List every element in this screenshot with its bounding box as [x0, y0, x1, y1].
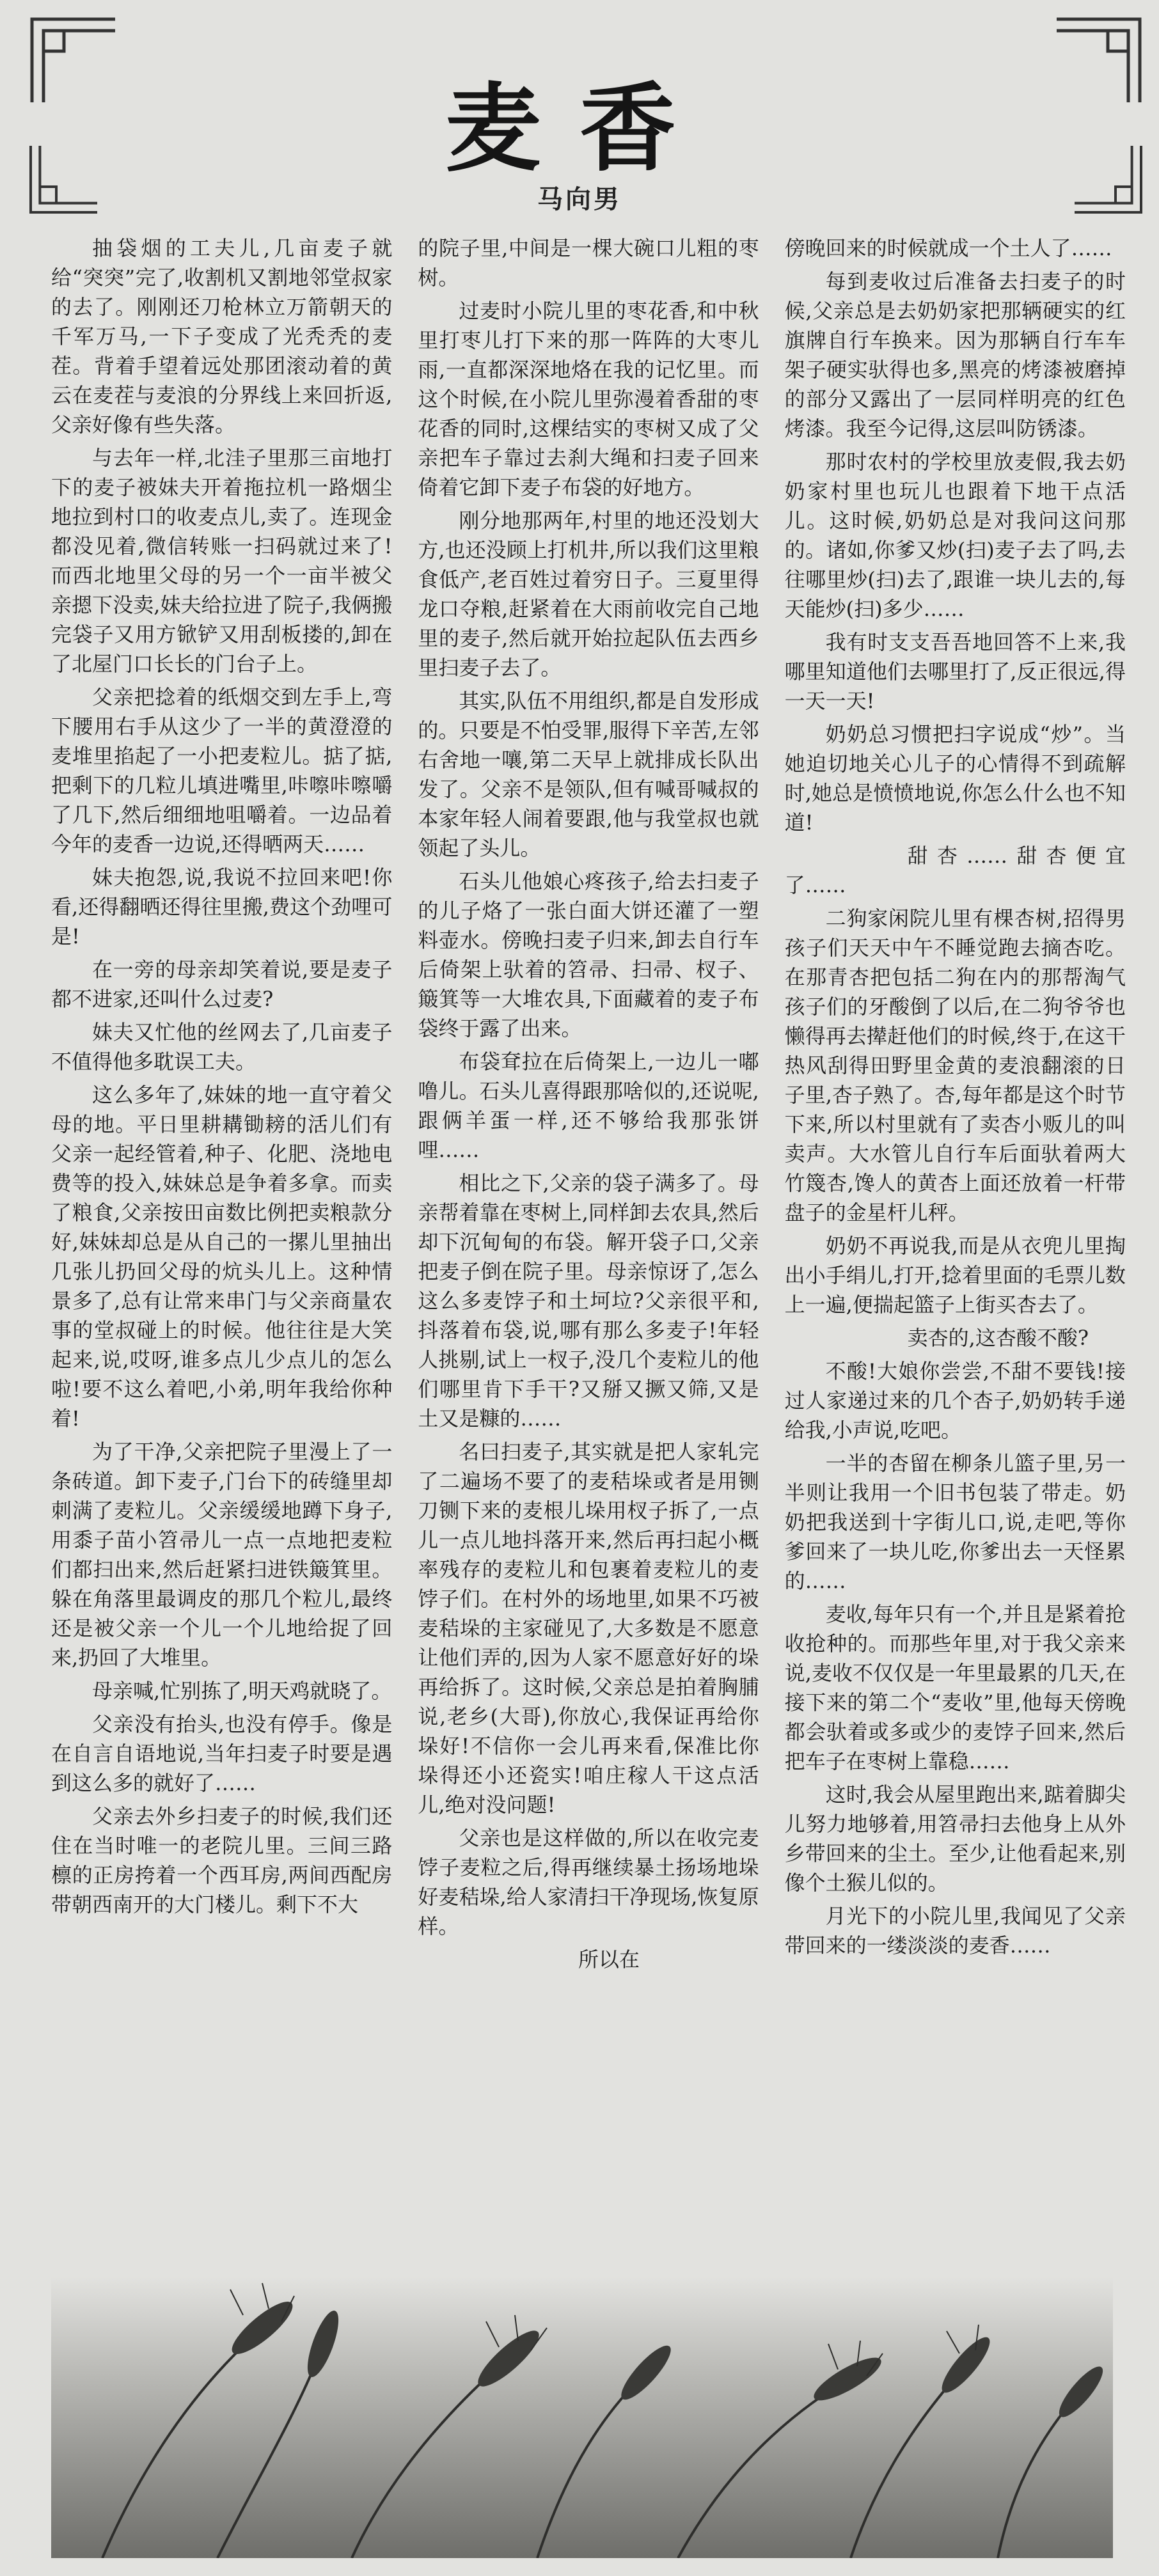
paragraph: 妹夫抱怨,说,我说不拉回来吧!你看,还得翻晒还得往里搬,费这个劲哩可是!	[51, 865, 393, 948]
article-author: 马向男	[537, 184, 622, 214]
wheat-illustration	[51, 2277, 1113, 2558]
paragraph: 石头儿他娘心疼孩子,给去扫麦子的儿子烙了一张白面大饼还灌了一塑料壶水。傍晚扫麦子归来,卸去自行车后倚架上驮着的笤帚、扫帚、杈子、簸箕等一大堆农具,下面藏着的麦子布袋终于露了出来。	[418, 869, 759, 1041]
paragraph: 其实,队伍不用组织,都是自发形成的。只要是不怕受罪,服得下辛苦,左邻右舍地一嚷,第二天早上就排成长队出发了。父亲不是领队,但有喊哥喊叔的本家年轻人闹着要跟,他与我堂叔也就领起了头儿。	[418, 689, 759, 860]
paragraph: 麦收,每年只有一个,并且是紧着抢收抢种的。而那些年里,对于我父亲来说,麦收不仅仅是一年里最累的几天,在接下来的第二个“麦收”里,他每天傍晚都会驮着或多或少的麦饽子回来,然后把车子在枣树上靠稳……	[784, 1602, 1126, 1773]
paragraph: 奶奶不再说我,而是从衣兜儿里掏出小手绢儿,打开,捻着里面的毛票儿数上一遍,便揣起篮子上街买杏去了。	[784, 1234, 1126, 1317]
paragraph: 所以在	[578, 1947, 640, 1972]
paragraph: 我有时支支吾吾地回答不上来,我哪里知道他们去哪里打了,反正很远,得一天一天!	[784, 630, 1126, 713]
paragraph: 刚分地那两年,村里的地还没划大方,也还没顾上打机井,所以我们这里粮食低产,老百姓过着穷日子。三夏里得龙口夺粮,赶紧着在大雨前收完自己地里的麦子,然后就开始拉起队伍去西乡里扫麦子去了。	[418, 508, 759, 680]
paragraph: 傍晚回来的时候就成一个土人了……	[784, 236, 1112, 260]
paragraph: 的院子里,中间是一棵大碗口儿粗的枣树。	[418, 236, 759, 290]
paragraph: 与去年一样,北洼子里那三亩地打下的麦子被妹夫开着拖拉机一路烟尘地拉到村口的收麦点儿,卖了。连现金都没见着,微信转账一扫码就过来了!而西北地里父母的另一个一亩半被父亲摁下没卖,妹夫给拉进了院子,我俩搬完袋子又用方锨铲又用刮板搂的,卸在了北屋门口长长的门台子上。	[51, 446, 393, 676]
paragraph: 那时农村的学校里放麦假,我去奶奶家村里也玩儿也跟着下地干点活儿。这时候,奶奶总是对我问这问那的。诸如,你爹又炒(扫)麦子去了吗,去往哪里炒(扫)去了,跟谁一块儿去的,每天能炒(扫)多少……	[784, 450, 1126, 621]
paragraph: 过麦时小院儿里的枣花香,和中秋里打枣儿打下来的那一阵阵的大枣儿雨,一直都深深地烙在我的记忆里。而这个时候,在小院儿里弥漫着香甜的枣花香的同时,这棵结实的枣树又成了父亲把车子靠过去刹大绳和扫麦子回来倚着它卸下麦子布袋的好地方。	[418, 299, 759, 499]
paragraph: 名曰扫麦子,其实就是把人家轧完了二遍场不要了的麦秸垛或者是用铡刀铡下来的麦根儿垛用杈子拆了,一点儿一点儿地抖落开来,然后再扫起小概率残存的麦粒儿和包裹着麦粒儿的麦饽子们。在村外的场地里,如果不巧被麦秸垛的主家碰见了,大多数是不愿意让他们弄的,因为人家不愿意好好的垛再给拆了。这时候,父亲总是拍着胸脯说,老乡(大哥),你放心,我保证再给你垛好!不信你一会儿再来看,保准比你垛得还小还瓷实!咱庄稼人干这点活儿,绝对没问题!	[418, 1440, 759, 1817]
paragraph: 父亲也是这样做的,所以在收完麦饽子麦粒之后,得再继续暴土扬场地垛好麦秸垛,给人家清扫干净现场,恢复原样。	[418, 1826, 759, 1938]
article-column-2	[418, 233, 759, 2280]
paragraph: 为了干净,父亲把院子里漫上了一条砖道。卸下麦子,门台下的砖缝里却刺满了麦粒儿。父亲缓缓地蹲下身子,用黍子苗小笤帚儿一点一点地把麦粒们都扫出来,然后赶紧扫进铁簸箕里。躲在角落里最调皮的那几个粒儿,最终还是被父亲一个儿一个儿地给捉了回来,扔回了大堆里。	[51, 1440, 393, 1670]
paragraph: 一半的杏留在柳条儿篮子里,另一半则让我用一个旧书包装了带走。奶奶把我送到十字街儿口,说,走吧,等你爹回来了一块儿吃,你爹出去一天怪累的……	[784, 1451, 1126, 1593]
paragraph: 妹夫又忙他的丝网去了,几亩麦子不值得他多耽误工夫。	[51, 1020, 393, 1074]
paragraph: 奶奶总习惯把扫字说成“炒”。当她迫切地关心儿子的心情得不到疏解时,她总是愤愤地说,你怎么什么也不知道!	[784, 722, 1126, 835]
paragraph: 母亲喊,忙别拣了,明天鸡就晓了。	[92, 1679, 392, 1703]
paragraph: 相比之下,父亲的袋子满多了。母亲帮着靠在枣树上,同样卸去农具,然后却下沉甸甸的布袋。解开袋子口,父亲把麦子倒在院子里。母亲惊讶了,怎么这么多麦饽子和土坷垃?父亲很平和,抖落着布袋,说,哪有那么多麦子!年轻人挑剔,试上一杈子,没几个麦粒儿的他们哪里肯下手干?又掰又撅又筛,又是土又是糠的……	[418, 1171, 759, 1431]
paragraph: 父亲去外乡扫麦子的时候,我们还住在当时唯一的老院儿里。三间三路檩的正房挎着一个西耳房,两间西配房带朝西南开的大门楼儿。剩下不大	[51, 1804, 393, 1917]
article-column-1	[51, 233, 392, 2280]
article-body	[51, 233, 1126, 2280]
paragraph: 这么多年了,妹妹的地一直守着父母的地。平日里耕耩锄耪的活儿们有父亲一起经管着,种子、化肥、浇地电费等的投入,妹妹总是争着多拿。而卖了粮食,父亲按田亩数比例把卖粮款分好,妹妹却总是从自己的一摞儿里抽出几张儿扔回父母的炕头儿上。这种情景多了,总有让常来串门与父亲商量农事的堂叔碰上的时候。他往往是大笑起来,说,哎呀,谁多点儿少点儿的怎么啦!要不这么着吧,小弟,明年我给你种着!	[51, 1083, 393, 1431]
article-title: 麦香	[445, 72, 714, 185]
paragraph: 父亲把捻着的纸烟交到左手上,弯下腰用右手从这少了一半的黄澄澄的麦堆里掐起了一小把麦粒儿。掂了掂,把剩下的几粒儿填进嘴里,咔嚓咔嚓嚼了几下,然后细细地咀嚼着。一边品着今年的麦香一边说,还得晒两天……	[51, 685, 393, 856]
paragraph: 抽袋烟的工夫儿,几亩麦子就给“突突”完了,收割机又割地邻堂叔家的去了。刚刚还刀枪林立万箭朝天的千军万马,一下子变成了光秃秃的麦茬。背着手望着远处那团滚动着的黄云在麦茬与麦浪的分界线上来回折返,父亲好像有些失落。	[51, 236, 393, 437]
paragraph: 每到麦收过后准备去扫麦子的时候,父亲总是去奶奶家把那辆硬实的红旗牌自行车换来。因为那辆自行车车架子硬实驮得也多,黑亮的烤漆被磨掉的部分又露出了一层同样明亮的红色烤漆。我至今记得,这层叫防锈漆。	[784, 269, 1126, 441]
paragraph: 二狗家闲院儿里有棵杏树,招得男孩子们天天中午不睡觉跑去摘杏吃。在那青杏把包括二狗在内的那帮淘气孩子们的牙酸倒了以后,在二狗爷爷也懒得再去撵赶他们的时候,终于,在这干热风刮得田野里金黄的麦浪翻滚的日子里,杏子熟了。杏,每年都是这个时节下来,所以村里就有了卖杏小贩儿的叫卖声。大水管儿自行车后面驮着两大竹篾杏,馋人的黄杏上面还放着一杆带盘子的金星杆儿秤。	[784, 906, 1126, 1225]
paragraph: 在一旁的母亲却笑着说,要是麦子都不进家,还叫什么过麦?	[51, 957, 393, 1011]
paragraph: 卖杏的,这杏酸不酸?	[907, 1326, 1089, 1350]
paragraph: 不酸!大娘你尝尝,不甜不要钱!接过人家递过来的几个杏子,奶奶转手递给我,小声说,吃吧。	[784, 1359, 1126, 1442]
paragraph: 甜杏……甜杏便宜了……	[784, 844, 1126, 897]
paragraph: 这时,我会从屋里跑出来,踮着脚尖儿努力地够着,用笤帚扫去他身上从外乡带回来的尘土。至少,让他看起来,别像个土猴儿似的。	[784, 1782, 1126, 1895]
paragraph: 父亲没有抬头,也没有停手。像是在自言自语地说,当年扫麦子时要是遇到这么多的就好了……	[51, 1712, 393, 1795]
paragraph: 月光下的小院儿里,我闻见了父亲带回来的一缕淡淡的麦香……	[784, 1904, 1126, 1958]
article-column-3	[785, 233, 1126, 2280]
paragraph: 布袋耷拉在后倚架上,一边儿一嘟噜儿。石头儿喜得跟那啥似的,还说呢,跟俩羊蛋一样,还不够给我那张饼哩……	[418, 1049, 759, 1162]
